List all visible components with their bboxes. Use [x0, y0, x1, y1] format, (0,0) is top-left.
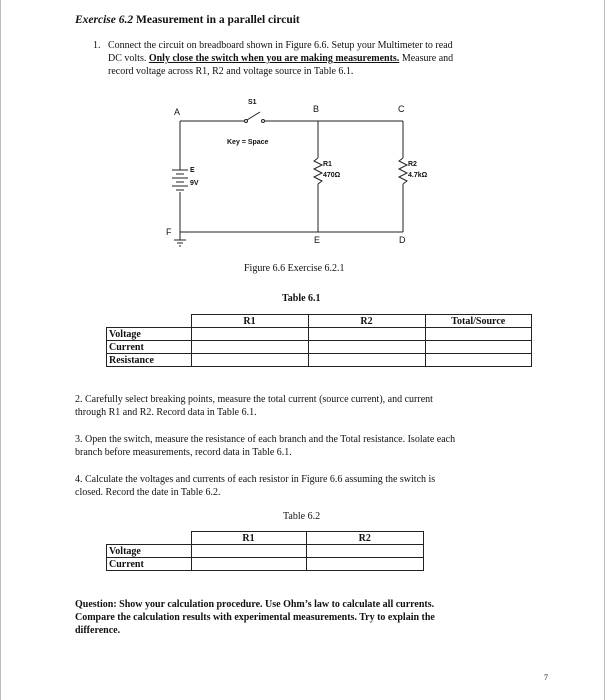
exercise-heading: [75, 14, 300, 26]
question-line3: difference.: [75, 625, 121, 636]
step1-line2: [108, 52, 453, 65]
step2-line1: 2. Carefully select breaking points, measure the total current (source current), and current: [75, 394, 433, 405]
node-e-label: E: [314, 235, 321, 245]
circuit-diagram: [150, 92, 440, 252]
right-border: [604, 0, 605, 700]
table-header-r1: R1: [191, 315, 308, 328]
step1-line1: Connect the circuit on breadboard shown in Figure 6.6. Setup your Multimeter to read: [108, 40, 453, 51]
key-label: Key = Space: [227, 139, 269, 146]
row-label-voltage: Voltage: [107, 545, 192, 558]
step1-text: [108, 39, 453, 78]
source-value: 9V: [190, 180, 199, 187]
node-b-label: B: [313, 104, 320, 114]
table2-header-r1: R1: [191, 532, 306, 545]
step4-line1: 4. Calculate the voltages and currents of each resistor in Figure 6.6 assuming the switch is: [75, 474, 436, 485]
step1-number: 1.: [93, 40, 101, 51]
table-cell: [107, 532, 192, 545]
node-a-label: A: [174, 107, 181, 117]
table-row: [107, 545, 424, 558]
table-row: [107, 354, 532, 367]
row-label-voltage: Voltage: [107, 328, 192, 341]
table-row: [107, 532, 424, 545]
step1-line3: record voltage across R1, R2 and voltage source in Table 6.1.: [108, 66, 354, 77]
step2-line2: through R1 and R2. Record data in Table 6.1.: [75, 407, 257, 418]
page-number: 7: [544, 673, 548, 682]
left-border: [0, 0, 1, 700]
node-f-label: F: [166, 227, 172, 237]
step1-line2c: Measure and: [399, 53, 454, 64]
figure-caption: Figure 6.6 Exercise 6.2.1: [244, 263, 345, 274]
step4-text: [75, 473, 435, 499]
switch-label: S1: [248, 99, 257, 106]
question-text: [75, 598, 515, 637]
table-header-r2: R2: [308, 315, 425, 328]
step2-text: [75, 393, 433, 419]
table-row: [107, 328, 532, 341]
row-label-resistance: Resistance: [107, 354, 192, 367]
node-d-label: D: [399, 235, 406, 245]
step3-line1: 3. Open the switch, measure the resistance of each branch and the Total resistance. Isolate each: [75, 434, 456, 445]
row-label-current: Current: [107, 341, 192, 354]
step1-line2a: DC volts.: [108, 53, 149, 64]
row-label-current: Current: [107, 558, 192, 571]
r1-label: R1: [323, 161, 332, 168]
exercise-title: Measurement in a parallel circuit: [133, 14, 300, 26]
step1-emphasis: Only close the switch when you are making measurements.: [148, 53, 400, 64]
step3-text: [75, 433, 455, 459]
source-label: E: [190, 167, 195, 174]
table-cell: [107, 315, 192, 328]
step4-line2: closed. Record the date in Table 6.2.: [75, 487, 221, 498]
table2: [106, 531, 424, 571]
r1-value: 470Ω: [323, 172, 341, 179]
table2-title: Table 6.2: [283, 511, 321, 522]
table-row: [107, 341, 532, 354]
r2-label: R2: [408, 161, 417, 168]
question-line2: Compare the calculation results with experimental measurements. Try to explain the: [75, 612, 435, 623]
r2-value: 4.7kΩ: [408, 172, 428, 179]
step3-line2: branch before measurements, record data in Table 6.1.: [75, 447, 292, 458]
table1: [106, 314, 532, 367]
table-row: [107, 315, 532, 328]
table2-header-r2: R2: [306, 532, 424, 545]
question-line1: Question: Show your calculation procedure. Use Ohm’s law to calculate all currents.: [75, 599, 435, 610]
table-header-total: Total/Source: [425, 315, 532, 328]
node-c-label: C: [398, 104, 405, 114]
table-row: [107, 558, 424, 571]
exercise-number: Exercise 6.2: [75, 14, 134, 26]
table1-title: Table 6.1: [282, 293, 321, 304]
